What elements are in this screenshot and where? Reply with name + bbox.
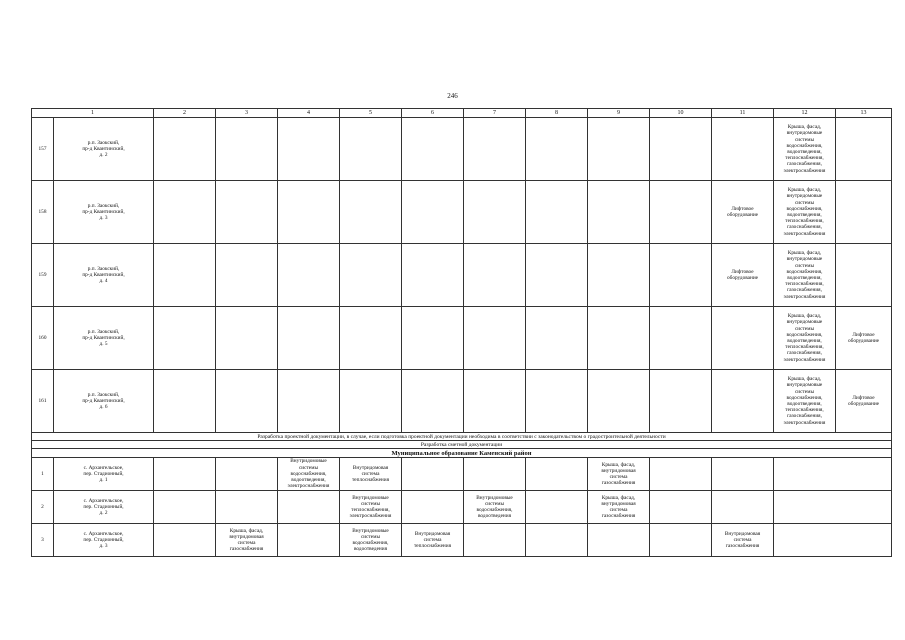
address-cell: р.п. Заокский, пр-д Квантинский, д. 5	[54, 307, 154, 370]
work-cell	[588, 244, 650, 307]
row-number-cell: 159	[32, 244, 54, 307]
work-cell: Лифтовое оборудование	[836, 307, 892, 370]
row-number-cell: 1	[32, 458, 54, 491]
work-cell	[464, 244, 526, 307]
estimate-docs-note-row	[32, 441, 892, 449]
work-cell	[154, 458, 216, 491]
column-header-8: 8	[526, 109, 588, 118]
work-cell	[402, 244, 464, 307]
column-header-7: 7	[464, 109, 526, 118]
column-header-5: 5	[340, 109, 402, 118]
work-cell	[464, 458, 526, 491]
work-cell	[464, 524, 526, 557]
work-cell	[278, 181, 340, 244]
work-cell	[588, 524, 650, 557]
work-cell	[278, 307, 340, 370]
work-cell	[216, 118, 278, 181]
address-cell: с. Архангельское, пер. Стадионный, д. 1	[54, 458, 154, 491]
work-cell	[154, 370, 216, 433]
work-cell	[402, 370, 464, 433]
work-cell	[774, 491, 892, 524]
work-cell	[650, 524, 712, 557]
work-cell: Внутридомовые системы теплоснабжения, электроснабжения	[340, 491, 402, 524]
work-cell	[588, 370, 650, 433]
work-cell	[588, 118, 650, 181]
column-header-11: 11	[712, 109, 774, 118]
column-header-6: 6	[402, 109, 464, 118]
work-cell: Крыша, фасад, внутридомовая система газоснабжения	[588, 458, 650, 491]
work-cell	[216, 491, 278, 524]
column-header-4: 4	[278, 109, 340, 118]
work-cell	[650, 244, 712, 307]
work-cell: Внутридомовые системы водоснабжения, водоотведения, электроснабжения	[278, 458, 340, 491]
work-cell	[650, 458, 712, 491]
table-row	[32, 458, 892, 491]
table-row	[32, 244, 892, 307]
work-cell	[154, 491, 216, 524]
table-row	[32, 491, 892, 524]
column-header-10: 10	[650, 109, 712, 118]
work-cell	[526, 307, 588, 370]
work-cell	[402, 118, 464, 181]
work-cell	[340, 244, 402, 307]
work-cell	[340, 307, 402, 370]
municipality-row	[32, 449, 892, 458]
work-cell	[526, 524, 588, 557]
page-number: 246	[447, 92, 458, 100]
table-row	[32, 307, 892, 370]
work-cell: Крыша, фасад, внутридомовые системы водоснабжения, водоотведения, теплоснабжения, газоснабжения, электроснабжения	[774, 118, 836, 181]
work-cell	[464, 118, 526, 181]
work-cell	[402, 181, 464, 244]
work-cell	[836, 181, 892, 244]
work-cell	[650, 181, 712, 244]
work-cell	[526, 181, 588, 244]
work-cell	[836, 244, 892, 307]
work-cell	[588, 307, 650, 370]
work-cell	[402, 491, 464, 524]
work-cell	[712, 491, 774, 524]
work-cell	[774, 458, 892, 491]
work-cell	[154, 118, 216, 181]
work-cell	[526, 491, 588, 524]
work-cell	[402, 458, 464, 491]
column-header-12: 12	[774, 109, 836, 118]
column-header-2: 2	[154, 109, 216, 118]
column-header-9: 9	[588, 109, 650, 118]
work-cell	[526, 370, 588, 433]
table-row	[32, 524, 892, 557]
work-cell	[712, 370, 774, 433]
work-cell	[340, 118, 402, 181]
work-cell	[278, 491, 340, 524]
work-cell: Внутридомовые системы водоснабжения, водоотведения	[340, 524, 402, 557]
work-cell	[278, 370, 340, 433]
work-cell: Внутридомовая система газоснабжения	[712, 524, 774, 557]
work-cell	[216, 370, 278, 433]
work-cell: Внутридомовая система теплоснабжения	[402, 524, 464, 557]
table-row	[32, 181, 892, 244]
row-number-cell: 2	[32, 491, 54, 524]
municipality-title: Муниципальное образование Каменский район	[32, 449, 892, 458]
work-cell: Лифтовое оборудование	[712, 181, 774, 244]
project-docs-note: Разработка проектной документации, в случае, если подготовка проектной документации необходима в соответствии с законодательством о градостроительной деятельности	[32, 433, 892, 441]
row-number-cell: 157	[32, 118, 54, 181]
estimate-docs-note: Разработка сметной документации	[32, 441, 892, 449]
work-cell: Крыша, фасад, внутридомовые системы водоснабжения, водоотведения, теплоснабжения, газоснабжения, электроснабжения	[774, 307, 836, 370]
work-cell	[340, 370, 402, 433]
work-cell	[588, 181, 650, 244]
work-cell	[526, 244, 588, 307]
column-header-row	[32, 109, 892, 118]
work-cell	[712, 458, 774, 491]
work-cell: Крыша, фасад, внутридомовая система газоснабжения	[588, 491, 650, 524]
address-cell: р.п. Заокский, пр-д Квантинский, д. 2	[54, 118, 154, 181]
address-cell: р.п. Заокский, пр-д Квантинский, д. 3	[54, 181, 154, 244]
work-cell: Крыша, фасад, внутридомовые системы водоснабжения, водоотведения, теплоснабжения, газоснабжения, электроснабжения	[774, 370, 836, 433]
work-cell	[650, 370, 712, 433]
work-cell: Лифтовое оборудование	[712, 244, 774, 307]
column-header-1: 1	[32, 109, 154, 118]
work-cell	[464, 370, 526, 433]
work-cell	[216, 458, 278, 491]
work-cell	[216, 181, 278, 244]
work-cell	[216, 244, 278, 307]
work-cell: Крыша, фасад, внутридомовые системы водоснабжения, водоотведения, теплоснабжения, газоснабжения, электроснабжения	[774, 181, 836, 244]
work-cell	[154, 181, 216, 244]
column-header-13: 13	[836, 109, 892, 118]
column-header-3: 3	[216, 109, 278, 118]
row-number-cell: 160	[32, 307, 54, 370]
work-cell	[650, 118, 712, 181]
address-cell: р.п. Заокский, пр-д Квантинский, д. 4	[54, 244, 154, 307]
project-docs-note-row	[32, 433, 892, 441]
address-cell: с. Архангельское, пер. Стадионный, д. 2	[54, 491, 154, 524]
work-cell	[774, 524, 892, 557]
work-cell: Внутридомовая система теплоснабжения	[340, 458, 402, 491]
work-cell: Крыша, фасад, внутридомовые системы водоснабжения, водоотведения, теплоснабжения, газоснабжения, электроснабжения	[774, 244, 836, 307]
work-cell	[278, 524, 340, 557]
row-number-cell: 3	[32, 524, 54, 557]
table-row	[32, 370, 892, 433]
work-cell	[836, 118, 892, 181]
address-cell: с. Архангельское, пер. Стадионный, д. 3	[54, 524, 154, 557]
row-number-cell: 161	[32, 370, 54, 433]
work-cell	[278, 118, 340, 181]
work-cell	[650, 491, 712, 524]
work-cell	[526, 458, 588, 491]
work-cell	[154, 244, 216, 307]
address-cell: р.п. Заокский, пр-д Квантинский, д. 6	[54, 370, 154, 433]
table-row	[32, 118, 892, 181]
row-number-cell: 158	[32, 181, 54, 244]
work-cell: Внутридомовые системы водоснабжения, водоотведения	[464, 491, 526, 524]
work-cell	[464, 307, 526, 370]
work-cell	[464, 181, 526, 244]
work-cell	[712, 307, 774, 370]
work-cell	[278, 244, 340, 307]
work-cell	[154, 524, 216, 557]
work-cell: Лифтовое оборудование	[836, 370, 892, 433]
work-cell	[526, 118, 588, 181]
work-cell	[154, 307, 216, 370]
work-cell: Крыша, фасад, внутридомовая система газоснабжения	[216, 524, 278, 557]
work-cell	[216, 307, 278, 370]
work-cell	[340, 181, 402, 244]
work-cell	[650, 307, 712, 370]
work-cell	[402, 307, 464, 370]
work-cell	[712, 118, 774, 181]
repair-schedule-table	[31, 108, 892, 557]
